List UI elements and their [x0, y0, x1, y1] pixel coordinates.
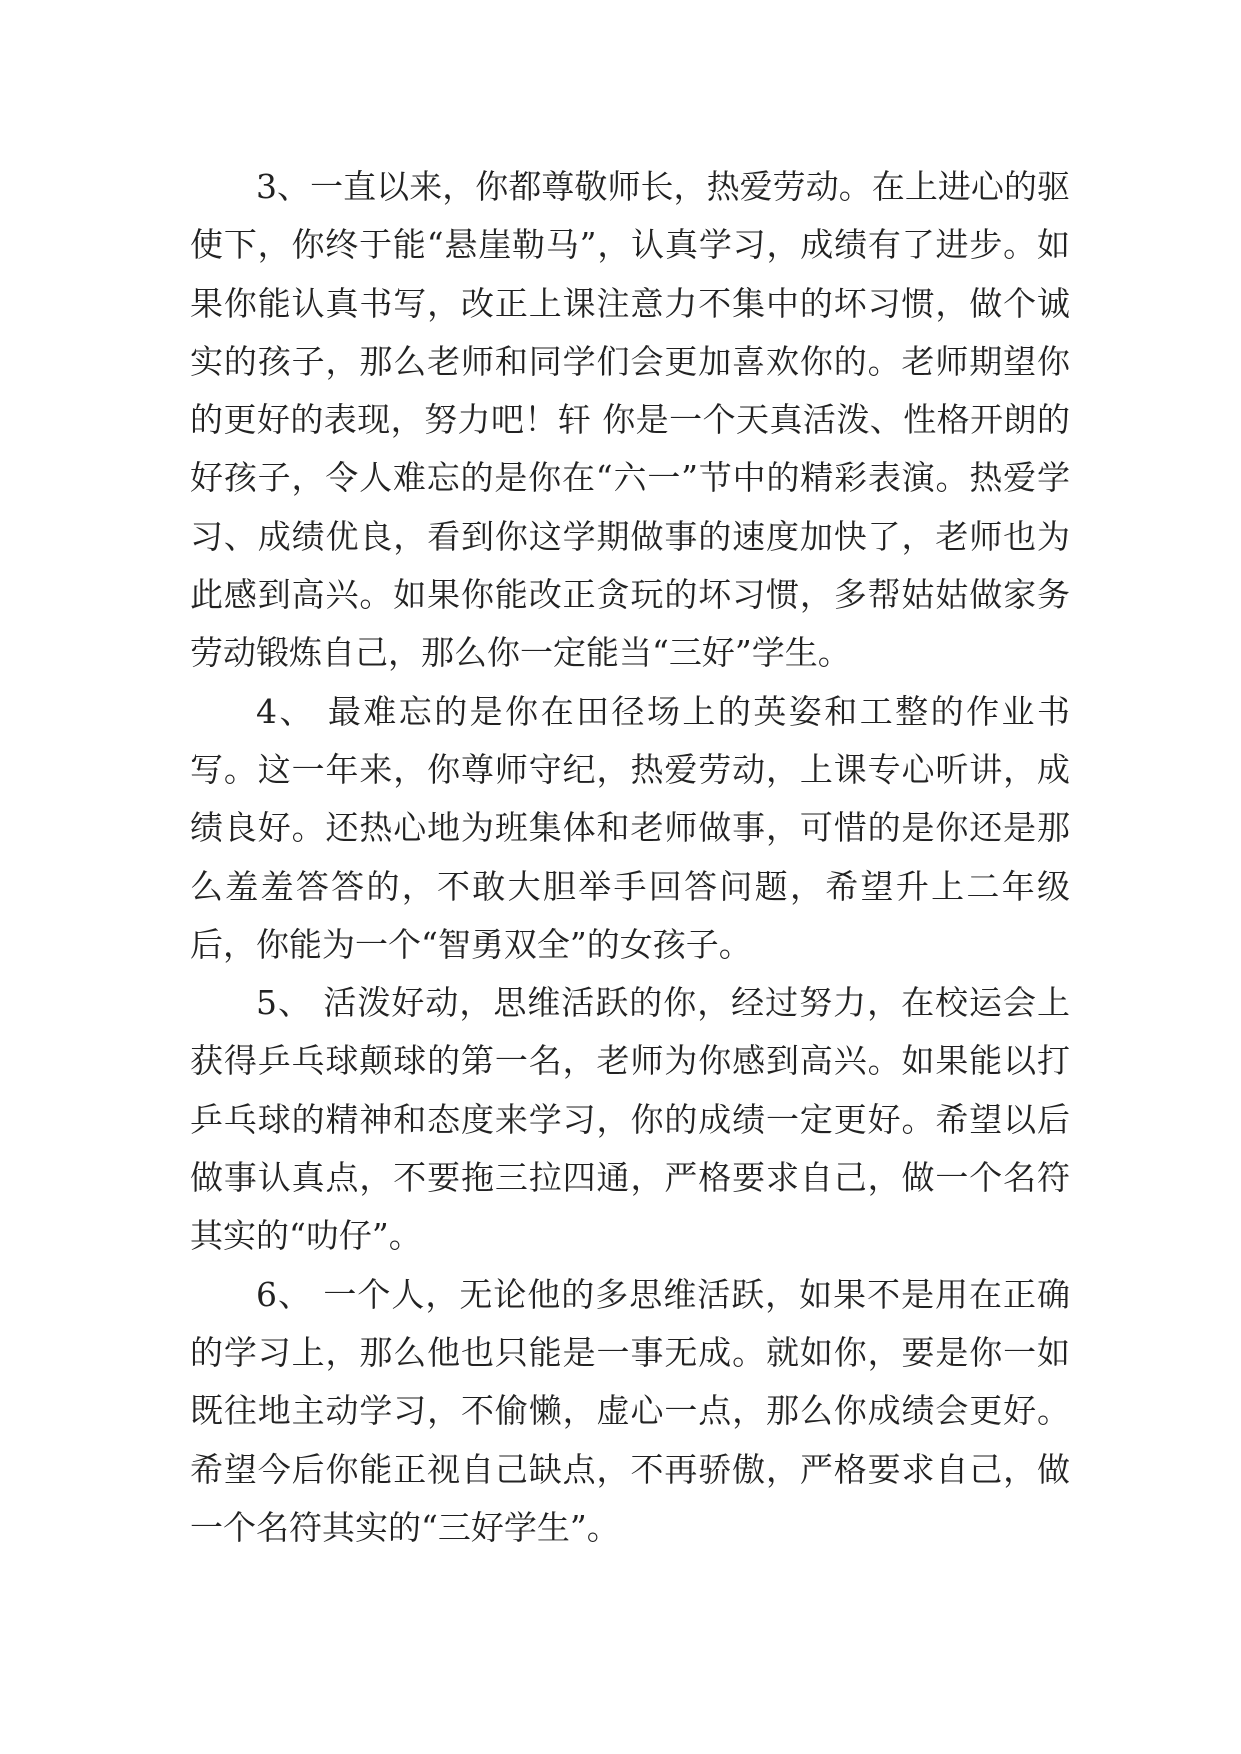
comment-paragraph-3: 3、一直以来，你都尊敬师长，热爱劳动。在上进心的驱使下，你终于能“悬崖勒马”，认真学习，成绩有了进步。如果你能认真书写，改正上课注意力不集中的坏习惯，做个诚实的孩子，那么老师和同学们会更加喜欢你的。老师期望你的更好的表现，努力吧！轩 你是一个天真活泼、性格开朗的好孩子，令人难忘的是你在“六一”节中的精彩表演。热爱学习、成绩优良，看到你这学期做事的速度加快了，老师也为此感到高兴。如果你能改正贪玩的坏习惯，多帮姑姑做家务劳动锻炼自己，那么你一定能当“三好”学生。: [190, 167, 1070, 673]
comment-paragraph-5: 5、 活泼好动，思维活跃的你，经过努力，在校运会上获得乒乓球颠球的第一名，老师为你感到高兴。如果能以打乒乓球的精神和态度来学习，你的成绩一定更好。希望以后做事认真点，不要拖三拉四通，严格要求自己，做一个名符其实的“叻仔”。: [190, 983, 1070, 1256]
document-body: [190, 158, 1070, 1557]
comment-paragraph-4: 4、 最难忘的是你在田径场上的英姿和工整的作业书写。这一年来，你尊师守纪，热爱劳动，上课专心听讲，成绩良好。还热心地为班集体和老师做事，可惜的是你还是那么羞羞答答的，不敢大胆举手回答问题，希望升上二年级后，你能为一个“智勇双全”的女孩子。: [190, 691, 1070, 964]
comment-paragraph-6: 6、 一个人，无论他的多思维活跃，如果不是用在正确的学习上，那么他也只能是一事无成。就如你，要是你一如既往地主动学习，不偷懒，虚心一点，那么你成绩会更好。希望今后你能正视自己缺点，不再骄傲，严格要求自己，做一个名符其实的“三好学生”。: [190, 1274, 1070, 1547]
